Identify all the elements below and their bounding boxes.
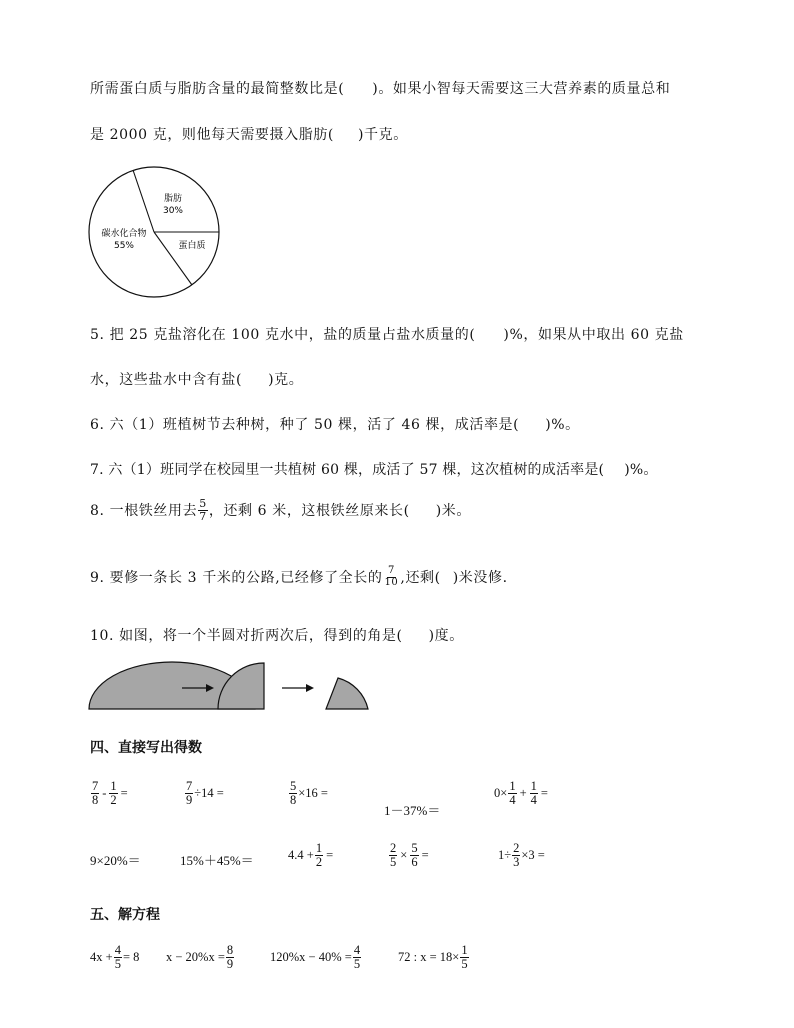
protein-label: 蛋白质 xyxy=(178,241,206,251)
calc-r2-e1: 9×20%＝ xyxy=(90,853,141,868)
equation-3: 120%x − 40% = $\frac{4}{5}$ xyxy=(270,943,361,972)
calc-r1-e5: 0× $\frac{1}{4}$ + $\frac{1}{4}$ = xyxy=(494,779,548,808)
calc-r1-e4: 1－37%＝ xyxy=(384,803,441,818)
q4-line-1: 所需蛋白质与脂肪含量的最简整数比是( )。如果小智每天需要这三大营养素的质量总和 xyxy=(90,81,671,97)
arrow-2-head xyxy=(306,684,314,692)
calc-r2-e4: $\frac{2}{5}$ × $\frac{5}{6}$ = xyxy=(390,841,429,870)
equation-4: 72 : x = 18× $\frac{1}{5}$ xyxy=(398,943,468,972)
q5-line-2: 水，这些盐水中含有盐( )克。 xyxy=(90,372,304,388)
section-4-title: 四、直接写出得数 xyxy=(90,740,202,756)
q7-line: 7. 六（1）班同学在校园里一共植树 60 棵，成活了 57 棵，这次植树的成活率是( )%。 xyxy=(90,462,658,478)
q5-line-1: 5. 把 25 克盐溶化在 100 克水中，盐的质量占盐水质量的( )%，如果从中取出 60 克盐 xyxy=(90,327,684,343)
q9-fraction: $\frac{7}{10}$ xyxy=(384,565,399,588)
calc-r1-e3: $\frac{5}{8}$ ×16 = xyxy=(290,779,328,808)
calc-r2-e3: 4.4 + $\frac{1}{2}$ = xyxy=(288,841,334,870)
fat-label: 脂肪 xyxy=(163,194,183,204)
quarter-circle-shape xyxy=(218,663,264,709)
carb-label: 碳水化合物 xyxy=(101,229,147,239)
calc-r2-e5: 1÷ $\frac{2}{3}$ ×3 = xyxy=(498,841,545,870)
calc-r2-e2: 15%＋45%＝ xyxy=(180,853,254,868)
calc-r1-e1: $\frac{7}{8}$ - $\frac{1}{2}$ = xyxy=(92,779,128,808)
calc-r1-e2: $\frac{7}{9}$ ÷14 = xyxy=(186,779,224,808)
q6-line: 6. 六（1）班植树节去种树，种了 50 棵，活了 46 棵，成活率是( )%。 xyxy=(90,417,580,433)
section-5-title: 五、解方程 xyxy=(90,907,160,923)
q10-line: 10. 如图，将一个半圆对折两次后，得到的角是( )度。 xyxy=(90,628,464,644)
q4-line-2: 是 2000 克，则他每天需要摄入脂肪( )千克。 xyxy=(90,127,408,143)
nutrient-pie-chart xyxy=(86,164,226,300)
equation-1: 4x + $\frac{4}{5}$ = 8 xyxy=(90,943,140,972)
equation-2: x − 20%x = $\frac{8}{9}$ xyxy=(166,943,234,972)
semicircle-fold-figure xyxy=(86,660,376,712)
q8-line: 8. 一根铁丝用去 $\frac{5}{7}$ ，还剩 6 米，这根铁丝原来长( )米。 xyxy=(90,497,471,523)
eighth-circle-shape xyxy=(326,678,368,709)
carb-pct: 55% xyxy=(113,241,135,251)
q9-line: 9. 要修一条长 3 千米的公路,已经修了全长的 $\frac{7}{10}$ ,还剩( )米没修. xyxy=(90,565,508,588)
fat-pct: 30% xyxy=(162,206,184,216)
q8-fraction: $\frac{5}{7}$ xyxy=(199,497,207,523)
